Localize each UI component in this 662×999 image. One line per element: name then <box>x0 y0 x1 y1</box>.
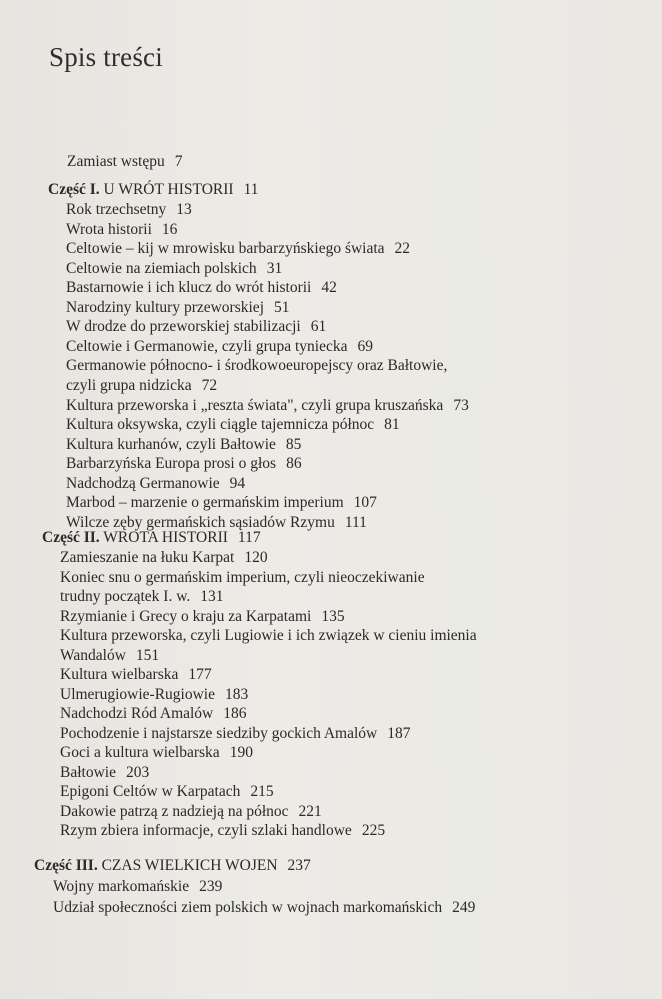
toc-entry <box>66 474 245 494</box>
toc-page-number: 86 <box>286 455 302 472</box>
toc-entry-text: Kultura przeworska i „reszta świata", czyli grupa kruszańska <box>66 397 444 414</box>
toc-page-number: 221 <box>298 803 322 820</box>
toc-page-number: 51 <box>274 299 290 316</box>
toc-entry <box>66 493 377 513</box>
toc-entry <box>66 239 410 259</box>
toc-entry <box>60 665 212 685</box>
part-title: WROTA HISTORII <box>103 529 228 546</box>
toc-entry-continuation <box>60 587 224 607</box>
toc-entry <box>66 220 177 240</box>
toc-entry <box>60 548 268 568</box>
toc-entry-text: Kultura wielbarska <box>60 666 179 683</box>
toc-entry-continuation <box>60 646 159 666</box>
toc-entry <box>53 877 222 897</box>
toc-entry-intro <box>67 152 182 172</box>
toc-page-number: 187 <box>387 725 411 742</box>
toc-entry <box>60 724 410 744</box>
toc-entry-text: Bastarnowie i ich klucz do wrót historii <box>66 279 312 296</box>
toc-entry-text: Celtowie na ziemiach polskich <box>66 260 257 277</box>
part-title: CZAS WIELKICH WOJEN <box>101 857 278 874</box>
toc-entry <box>66 317 326 337</box>
toc-entry <box>60 626 477 646</box>
toc-entry <box>53 898 475 918</box>
toc-entry-text: Ulmerugiowie-Rugiowie <box>60 686 215 703</box>
toc-entry <box>60 743 253 763</box>
part-label: Część II. <box>42 529 100 546</box>
toc-part-heading <box>42 528 261 548</box>
toc-page-number: 237 <box>287 857 311 874</box>
toc-entry <box>66 200 192 220</box>
toc-entry-text: trudny początek I. w. <box>60 588 191 605</box>
part-title: U WRÓT HISTORII <box>103 181 234 198</box>
toc-entry <box>66 454 302 474</box>
toc-page-number: 31 <box>266 260 283 277</box>
toc-page-number: 177 <box>188 666 212 683</box>
toc-part-heading <box>34 856 311 876</box>
toc-entry-text: Zamieszanie na łuku Karpat <box>60 549 235 566</box>
toc-entry <box>60 821 385 841</box>
toc-page-number: 190 <box>229 744 253 761</box>
toc-page-number: 120 <box>244 549 268 566</box>
toc-entry-text: Rzym zbiera informacje, czyli szlaki handlowe <box>60 822 352 839</box>
toc-entry-text: Rzymianie i Grecy o kraju za Karpatami <box>60 608 312 625</box>
part-label: Część III. <box>34 857 98 874</box>
toc-entry <box>60 607 345 627</box>
toc-page-number: 69 <box>357 338 373 355</box>
toc-entry-text: Kultura przeworska, czyli Lugiowie i ich związek w cieniu imienia <box>60 627 477 644</box>
toc-entry <box>60 782 274 802</box>
toc-page-number: 249 <box>452 899 476 916</box>
toc-entry-text: Nadchodzi Ród Amalów <box>60 705 214 722</box>
toc-entry <box>66 415 400 435</box>
toc-entry-text: Wojny markomańskie <box>53 878 190 895</box>
toc-entry-text: Wrota historii <box>66 221 152 238</box>
toc-entry-text: Wandalów <box>60 647 126 664</box>
toc-page-number: 72 <box>201 377 218 394</box>
toc-entry-text: Koniec snu o germańskim imperium, czyli nieoczekiwanie <box>60 569 425 586</box>
toc-page-number: 186 <box>223 705 247 722</box>
toc-entry-text: Narodziny kultury przeworskiej <box>66 299 264 316</box>
toc-page-number: 94 <box>229 475 246 492</box>
toc-page-number: 11 <box>243 181 259 198</box>
part-label: Część I. <box>48 181 100 198</box>
toc-entry-text: Goci a kultura wielbarska <box>60 744 220 761</box>
toc-entry-text: Dakowie patrzą z nadzieją na północ <box>60 803 289 820</box>
toc-entry <box>66 396 469 416</box>
toc-page-number: 135 <box>321 608 345 625</box>
toc-page-number: 117 <box>237 529 261 546</box>
toc-entry-text: W drodze do przeworskiej stabilizacji <box>66 318 301 335</box>
toc-entry <box>60 685 248 705</box>
toc-entry <box>60 704 247 724</box>
toc-page-number: 13 <box>176 201 192 218</box>
toc-entry-text: Udział społeczności ziem polskich w wojnach markomańskich <box>53 899 443 916</box>
toc-entry-text: Epigoni Celtów w Karpatach <box>60 783 241 800</box>
toc-entry-text: Wilcze zęby germańskich sąsiadów Rzymu <box>66 514 335 531</box>
toc-entry-continuation <box>66 376 217 396</box>
toc-page-number: 183 <box>224 686 249 703</box>
toc-entry <box>66 298 290 318</box>
toc-entry-text: Celtowie i Germanowie, czyli grupa tyniecka <box>66 338 348 355</box>
toc-entry-text: Kultura kurhanów, czyli Bałtowie <box>66 436 276 453</box>
toc-entry <box>60 802 322 822</box>
toc-page-number: 111 <box>344 514 367 531</box>
toc-entry-text: Rok trzechsetny <box>66 201 167 218</box>
toc-entry <box>66 278 337 298</box>
toc-entry <box>60 568 425 588</box>
toc-page-number: 225 <box>361 822 386 839</box>
toc-page-number: 131 <box>200 588 224 605</box>
toc-page-number: 61 <box>310 318 327 335</box>
toc-page-number: 85 <box>285 436 302 453</box>
toc-entry <box>66 337 373 357</box>
toc-part-heading <box>48 180 259 200</box>
toc-entry-text: czyli grupa nidzicka <box>66 377 192 394</box>
page-title: Spis treści <box>49 42 163 72</box>
toc-entry-text: Bałtowie <box>60 764 116 781</box>
toc-entry-text: Germanowie północno- i środkowoeuropejscy oraz Bałtowie, <box>66 357 448 374</box>
toc-entry-text: Barbarzyńska Europa prosi o głos <box>66 455 277 472</box>
toc-page-number: 215 <box>250 783 274 800</box>
toc-page-number: 203 <box>125 764 150 781</box>
toc-page-number: 7 <box>174 153 183 170</box>
toc-entry <box>60 763 149 783</box>
toc-page-number: 22 <box>394 240 411 257</box>
toc-entry-text: Pochodzenie i najstarsze siedziby gockich Amalów <box>60 725 378 742</box>
toc-page-number: 151 <box>135 647 160 664</box>
toc-entry-text: Nadchodzą Germanowie <box>66 475 220 492</box>
toc-page-number: 239 <box>199 878 223 895</box>
toc-page-number: 73 <box>453 397 469 414</box>
toc-entry-text: Marbod – marzenie o germańskim imperium <box>66 494 344 511</box>
toc-page-number: 16 <box>161 221 178 238</box>
toc-page-number: 107 <box>353 494 377 511</box>
toc-page-number: 42 <box>321 279 337 296</box>
toc-entry-text: Celtowie – kij w mrowisku barbarzyńskiego świata <box>66 240 385 257</box>
toc-page-number: 81 <box>384 416 400 433</box>
toc-entry <box>66 356 447 376</box>
toc-entry-text: Kultura oksywska, czyli ciągle tajemnicza północ <box>66 416 375 433</box>
toc-entry <box>66 259 282 279</box>
toc-entry-text: Zamiast wstępu <box>67 153 165 170</box>
toc-entry <box>66 435 301 455</box>
